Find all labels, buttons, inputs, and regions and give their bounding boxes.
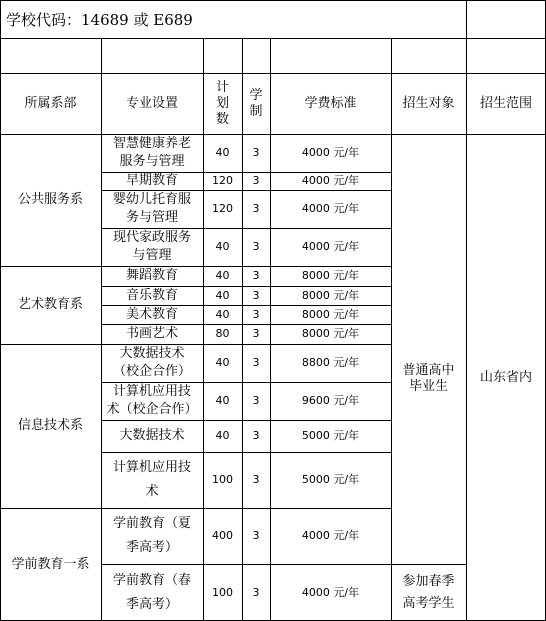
major-cell bbox=[101, 344, 203, 382]
header-plan bbox=[203, 73, 242, 134]
major-line: 书画艺术 bbox=[125, 326, 178, 341]
fee-cell: 8000 元/年 bbox=[301, 307, 360, 321]
years-cell: 3 bbox=[252, 240, 260, 253]
major-line: 婴幼儿托育服 bbox=[112, 192, 191, 207]
major-line: 早期教育 bbox=[125, 173, 178, 188]
header-plan-char: 计 bbox=[215, 79, 229, 95]
major-cell bbox=[101, 420, 203, 452]
range-value: 山东省内 bbox=[479, 369, 532, 385]
fee-cell: 8000 元/年 bbox=[301, 327, 360, 340]
major-cell bbox=[101, 324, 203, 344]
plan-cell: 120 bbox=[212, 202, 233, 215]
plan-cell: 80 bbox=[215, 327, 230, 340]
major-cell bbox=[101, 305, 203, 324]
dept-art-education: 艺术教育系 bbox=[17, 297, 83, 312]
years-cell: 3 bbox=[252, 307, 260, 321]
fee-cell: 4000 元/年 bbox=[301, 585, 360, 599]
plan-cell: 100 bbox=[212, 473, 233, 486]
years-cell: 3 bbox=[252, 356, 260, 369]
major-line: 智慧健康养老 bbox=[112, 136, 191, 151]
major-line: 与管理 bbox=[132, 248, 172, 263]
fee-cell: 8000 元/年 bbox=[301, 288, 360, 302]
years-cell: 3 bbox=[252, 394, 260, 407]
header-target: 招生对象 bbox=[402, 95, 455, 111]
header-range: 招生范围 bbox=[479, 95, 532, 111]
plan-cell: 120 bbox=[212, 174, 233, 187]
school-code-title: 学校代码：14689 或 E689 bbox=[6, 10, 193, 29]
major-line: 学前教育（夏 bbox=[112, 516, 191, 531]
header-years-char: 制 bbox=[249, 103, 263, 119]
plan-cell: 40 bbox=[215, 269, 230, 282]
plan-cell: 40 bbox=[215, 429, 230, 442]
major-line: 学前教育（春 bbox=[112, 572, 191, 588]
plan-cell: 40 bbox=[215, 288, 230, 302]
major-cell bbox=[101, 190, 203, 228]
header-major: 专业设置 bbox=[125, 95, 178, 111]
target-main-line: 普通高中 bbox=[402, 363, 455, 378]
target-spring-line: 高考学生 bbox=[402, 595, 455, 611]
fee-cell: 4000 元/年 bbox=[301, 202, 360, 215]
target-main-line: 毕业生 bbox=[408, 379, 448, 394]
years-cell: 3 bbox=[252, 202, 260, 215]
years-cell: 3 bbox=[252, 473, 260, 486]
header-plan-char: 数 bbox=[215, 111, 229, 127]
header-years-char: 学 bbox=[249, 87, 263, 103]
header-fee: 学费标准 bbox=[304, 95, 357, 111]
fee-cell: 4000 元/年 bbox=[301, 240, 360, 253]
target-main-text bbox=[402, 363, 454, 395]
major-cell bbox=[101, 134, 203, 172]
fee-cell: 4000 元/年 bbox=[301, 529, 360, 542]
major-cell bbox=[101, 172, 203, 190]
plan-cell: 40 bbox=[215, 146, 230, 159]
major-line: 计算机应用技 bbox=[112, 460, 191, 475]
major-line: 音乐教育 bbox=[125, 287, 178, 303]
major-cell bbox=[101, 286, 203, 305]
major-line: 舞蹈教育 bbox=[125, 268, 178, 283]
dept-public-service: 公共服务系 bbox=[17, 192, 83, 207]
major-line: 现代家政服务 bbox=[112, 230, 191, 245]
header-years bbox=[242, 73, 270, 134]
plan-cell: 40 bbox=[215, 307, 230, 321]
fee-cell: 5000 元/年 bbox=[301, 473, 360, 486]
major-line: 计算机应用技 bbox=[112, 384, 191, 399]
major-cell bbox=[101, 228, 203, 266]
target-spring bbox=[391, 564, 466, 621]
major-cell bbox=[101, 508, 203, 564]
major-line: 术 bbox=[145, 484, 159, 499]
major-line: 季高考） bbox=[125, 596, 178, 612]
years-cell: 3 bbox=[252, 327, 260, 340]
years-cell: 3 bbox=[252, 174, 260, 187]
plan-cell: 40 bbox=[215, 356, 230, 369]
years-cell: 3 bbox=[252, 288, 260, 302]
years-cell: 3 bbox=[252, 146, 260, 159]
major-cell bbox=[101, 266, 203, 286]
major-cell bbox=[101, 452, 203, 508]
major-cell bbox=[101, 564, 203, 621]
major-line: 服务与管理 bbox=[119, 154, 185, 169]
target-spring-line: 参加春季 bbox=[402, 573, 455, 589]
dept-preschool-education: 学前教育一系 bbox=[11, 556, 90, 572]
major-line: 大数据技术 bbox=[119, 346, 185, 361]
header-plan-char: 划 bbox=[215, 95, 229, 111]
major-line: 美术教育 bbox=[125, 306, 178, 322]
target-main bbox=[391, 134, 466, 564]
fee-cell: 8800 元/年 bbox=[301, 356, 360, 369]
header-dept: 所属系部 bbox=[24, 95, 77, 111]
fee-cell: 5000 元/年 bbox=[301, 429, 360, 442]
major-line: 大数据技术 bbox=[119, 428, 185, 443]
plan-cell: 40 bbox=[215, 240, 230, 253]
years-cell: 3 bbox=[252, 585, 260, 599]
plan-cell: 100 bbox=[212, 585, 233, 599]
years-cell: 3 bbox=[252, 429, 260, 442]
fee-cell: 8000 元/年 bbox=[301, 269, 360, 282]
major-line: 季高考） bbox=[125, 540, 178, 555]
fee-cell: 4000 元/年 bbox=[301, 174, 360, 187]
fee-cell: 9600 元/年 bbox=[301, 394, 360, 407]
major-line: 术（校企合作） bbox=[106, 402, 198, 417]
plan-cell: 40 bbox=[215, 394, 230, 407]
dept-information-tech: 信息技术系 bbox=[17, 418, 83, 433]
years-cell: 3 bbox=[252, 529, 260, 542]
major-line: 务与管理 bbox=[125, 210, 178, 225]
plan-cell: 400 bbox=[212, 529, 233, 542]
major-cell bbox=[101, 382, 203, 420]
years-cell: 3 bbox=[252, 269, 260, 282]
fee-cell: 4000 元/年 bbox=[301, 146, 360, 159]
major-line: （校企合作） bbox=[112, 364, 191, 379]
